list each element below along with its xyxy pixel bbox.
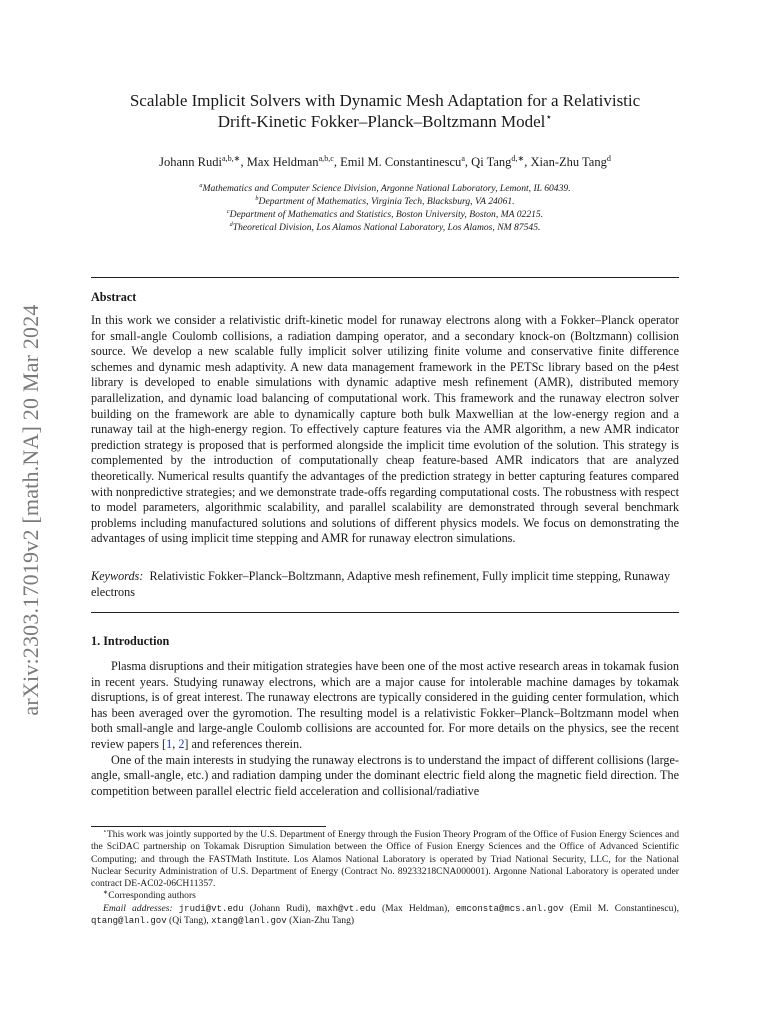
affiliation-item: [91, 195, 679, 208]
author-name: Xian-Zhu Tang: [530, 155, 607, 169]
affiliation-key: a: [199, 181, 203, 189]
author-name: Qi Tang: [471, 155, 512, 169]
abstract-top-rule: [91, 277, 679, 278]
affiliation-item: [91, 208, 679, 221]
email-address[interactable]: emconsta@mcs.anl.gov: [455, 903, 564, 914]
arxiv-identifier: arXiv:2303.17019v2 [math.NA] 20 Mar 2024: [18, 304, 43, 716]
author-affil-sup: a,b,∗: [221, 153, 241, 163]
email-owner: (Emil M. Constantinescu),: [563, 902, 679, 914]
footnote-corresponding-text: Corresponding authors: [108, 890, 196, 902]
footnote-funding-text: This work was jointly supported by the U.S. Department of Energy through the Fusion Theory Program of the Office of Fusion Energy Sciences and the SciDAC partnership on Tokamak Disruption Simulation between the Office of Fusion Energy Sciences and the Office of Advanced Scientific Computing; and through the FASTMath Institute. Los Alamos National Laboratory is operated by Triad National Security, LLC, for the National Nuclear Security Administration of U.S. Department of Energy (Contract No. 89233218CNA000001). Argonne National Laboratory is operated under contract DE-AC02-06CH11357.: [91, 829, 679, 890]
abstract-body: In this work we consider a relativistic drift-kinetic model for runaway electrons along with a Fokker–Planck operator for small-angle Coulomb collisions, a radiation damping operator, and a secondary knock-on (Boltzmann) collision source. We develop a new scalable fully implicit solver utilizing finite volume and conservative finite difference schemes and dynamic mesh adaptivity. A new data management framework in the PETSc library based on the p4est library is developed to enable simulations with dynamic adaptive mesh refinement (AMR), distributed memory parallelization, and dynamic load balancing of computational work. This framework and the runaway electron solver building on the framework are able to dynamically capture both bulk Maxwellian at the low-energy region and a runaway tail at the high-energy region. To effectively capture features via the AMR algorithm, a new AMR indicator prediction strategy is proposed that is performed alongside the implicit time evolution of the solution. This strategy is complemented by the introduction of computationally cheap feature-based AMR indicators that are analyzed theoretically. Numerical results quantify the advantages of the prediction strategy in better capturing features compared with nonpredictive strategies; and we demonstrate trade-offs regarding computational costs. The robustness with respect to model parameters, algorithmic scalability, and parallel scalability are demonstrated through several benchmark problems including manufactured solutions and solutions of different physics models. We focus on demonstrating the advantages of using implicit time stepping and AMR for runaway electron simulations.: [91, 313, 679, 546]
author-name: Johann Rudi: [159, 155, 222, 169]
keywords-text: Relativistic Fokker–Planck–Boltzmann, Adaptive mesh refinement, Fully implicit time stepping, Runaway electrons: [91, 569, 671, 599]
intro-p1-tail: ] and references therein.: [184, 736, 303, 751]
footnotes: [91, 829, 679, 927]
affiliation-key: b: [255, 194, 259, 202]
affiliation-item: [91, 182, 679, 195]
email-address[interactable]: maxh@vt.edu: [316, 903, 376, 914]
author-name: Emil M. Constantinescu: [340, 155, 462, 169]
footnote-funding: [91, 829, 679, 890]
email-label: Email addresses:: [103, 902, 173, 914]
intro-paragraph-2: One of the main interests in studying the runaway electrons is to understand the impact of different collisions (large-angle, small-angle, etc.) and radiation damping under the dominant electric field along the magnetic field direction. The competition between parallel electric field acceleration and collisional/radiative: [91, 752, 679, 798]
author-name: Max Heldman: [246, 155, 319, 169]
affiliation-item: [91, 221, 679, 234]
intro-paragraph-1: [91, 659, 679, 753]
email-address[interactable]: xtang@lanl.gov: [211, 916, 287, 927]
footnote-emails: [91, 903, 679, 928]
affiliation-text: Department of Mathematics and Statistics, Boston University, Boston, MA 02215.: [229, 209, 544, 220]
arxiv-side-stamp: [8, 250, 54, 770]
footnote-rule: [91, 826, 326, 827]
footnote-mark: ⋆: [103, 827, 107, 835]
keywords-label: Keywords:: [91, 569, 144, 583]
author-affil-sup: d,∗: [511, 153, 525, 163]
author-affil-sup: a,b,c: [318, 153, 334, 163]
email-owner: (Qi Tang),: [166, 915, 212, 927]
author-affil-sup: d: [606, 153, 611, 163]
footnote-corresponding: [91, 890, 679, 902]
paper-title: [91, 90, 679, 132]
author-affil-sup: a: [461, 153, 465, 163]
section-heading-introduction: 1. Introduction: [91, 634, 170, 648]
email-address[interactable]: jrudi@vt.edu: [178, 903, 244, 914]
abstract-bottom-rule: [91, 612, 679, 613]
introduction-body: [91, 659, 679, 799]
intro-p1-text: Plasma disruptions and their mitigation strategies have been one of the most active research areas in tokamak fusion in recent years. Studying runaway electrons, which are a major cause for intolerable machine damages by tokamak disruptions, is of great interest. The runaway electrons are typically considered in the guiding center formulation, which has been averaged over the gyromotion. The resulting model is a relativistic Fokker–Planck–Boltzmann model when both small-angle and large-angle Coulomb collisions are accounted for. For more details on the physics, see the recent review papers [: [91, 659, 679, 751]
affiliation-list: [91, 182, 679, 234]
title-line-2-text: Drift-Kinetic Fokker–Planck–Boltzmann Model: [217, 112, 546, 131]
affiliation-key: c: [226, 207, 230, 215]
affiliation-key: d: [229, 220, 233, 228]
email-address[interactable]: qtang@lanl.gov: [91, 916, 167, 927]
title-line-2: [91, 111, 679, 132]
email-owner: (Max Heldman),: [375, 902, 456, 914]
citation-separator: ,: [172, 736, 179, 751]
citation-link[interactable]: 2: [178, 736, 185, 751]
email-owner: (Johann Rudi),: [243, 902, 317, 914]
email-owner: (Xian-Zhu Tang): [286, 915, 355, 927]
citation-link[interactable]: 1: [166, 736, 173, 751]
title-line-1: Scalable Implicit Solvers with Dynamic Mesh Adaptation for a Relativistic: [129, 91, 641, 110]
keywords: [91, 569, 679, 600]
author-list: Johann Rudi$^{a,b,∗}$, Max Heldman$^{a,b,c}$, Emil M. Constantinescu$^a$, Qi Tang$^{d,∗}$, Xian-Zhu Tang$^d$: [159, 153, 611, 169]
abstract-heading: Abstract: [91, 290, 137, 304]
affiliation-text: Theoretical Division, Los Alamos National Laboratory, Los Alamos, NM 87545.: [232, 222, 541, 233]
title-footnote-mark: ⋆: [545, 111, 553, 124]
affiliation-text: Department of Mathematics, Virginia Tech, Blacksburg, VA 24061.: [258, 196, 515, 207]
footnote-mark: ∗: [103, 889, 109, 897]
affiliation-text: Mathematics and Computer Science Division, Argonne National Laboratory, Lemont, IL 60439.: [202, 183, 571, 194]
